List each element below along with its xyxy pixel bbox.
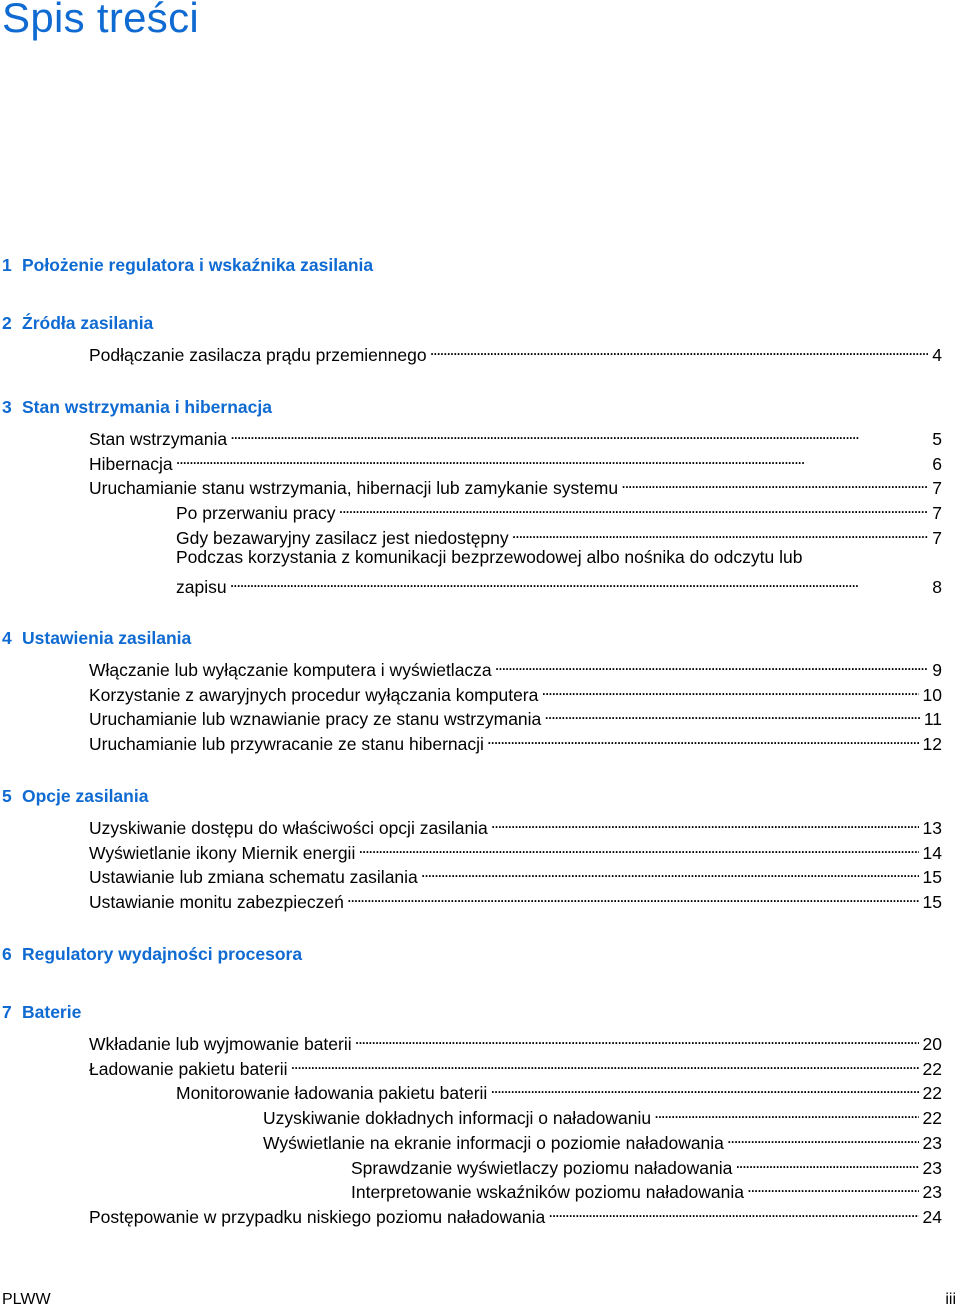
toc-entry[interactable] — [263, 1125, 942, 1153]
toc-entry[interactable] — [89, 446, 942, 474]
toc-page-number: 9 — [932, 660, 942, 680]
leader-dots — [487, 726, 919, 750]
toc-entry[interactable] — [89, 884, 942, 913]
toc-entry-title: Włączanie lub wyłączanie komputera i wyświetlacza — [89, 660, 492, 680]
toc-page-number: 13 — [922, 818, 942, 838]
toc-entry[interactable] — [89, 810, 942, 838]
toc-entry-title: Postępowanie w przypadku niskiego poziomu naładowania — [89, 1206, 546, 1227]
toc-page-number: 4 — [932, 345, 942, 365]
chapter-heading[interactable] — [2, 396, 272, 418]
toc-entry[interactable] — [89, 859, 942, 888]
toc-entry-title: Wyświetlanie na ekranie informacji o poziomie naładowania — [263, 1132, 724, 1153]
chapter-number: 7 — [2, 1002, 12, 1022]
toc-page-number: 5 — [932, 429, 942, 449]
toc-entry-title: Uzyskiwanie dokładnych informacji o naładowaniu — [263, 1108, 652, 1129]
toc-entry[interactable] — [351, 1174, 942, 1203]
toc-entry[interactable] — [89, 701, 942, 730]
toc-page-number: 10 — [922, 684, 942, 705]
toc-page-number: 20 — [922, 1034, 942, 1054]
toc-page-number: 8 — [932, 577, 942, 598]
chapter-title: Położenie regulatora i wskaźnika zasilania — [22, 255, 374, 275]
toc-entry-title: Po przerwaniu pracy — [176, 503, 336, 524]
leader-dots — [490, 1075, 918, 1099]
chapter-number: 4 — [2, 628, 12, 648]
chapter-number: 3 — [2, 397, 12, 417]
toc-page-number: 22 — [922, 1083, 942, 1104]
footer-page-number: iii — [945, 1291, 956, 1308]
leader-dots — [541, 677, 918, 701]
toc-entry[interactable] — [89, 1199, 942, 1227]
toc-entry[interactable] — [89, 421, 942, 449]
leader-dots — [654, 1100, 918, 1124]
toc-entry[interactable] — [89, 1051, 942, 1079]
leader-dots — [548, 1199, 918, 1223]
leader-dots — [735, 1150, 918, 1174]
toc-page-number: 7 — [932, 478, 942, 499]
chapter-heading[interactable] — [2, 785, 148, 807]
toc-page-number: 23 — [922, 1157, 942, 1178]
leader-dots — [347, 884, 919, 908]
leader-dots — [421, 859, 919, 883]
leader-dots — [430, 337, 929, 361]
chapter-heading[interactable] — [2, 1001, 81, 1023]
toc-entry[interactable] — [89, 652, 942, 680]
leader-dots — [512, 520, 929, 544]
toc-entry[interactable] — [89, 337, 942, 365]
toc-entry[interactable] — [89, 726, 942, 755]
leader-dots — [621, 470, 928, 494]
leader-dots — [339, 495, 929, 519]
toc-entry-title: Korzystanie z awaryjnych procedur wyłączania komputera — [89, 684, 539, 705]
toc-entry-title: Ustawianie monitu zabezpieczeń — [89, 892, 344, 913]
chapter-number: 5 — [2, 786, 12, 806]
toc-entry[interactable] — [89, 677, 942, 705]
toc-page-number: 12 — [922, 734, 942, 755]
footer-document-code: PLWW — [2, 1291, 51, 1308]
chapter-heading[interactable] — [2, 312, 153, 334]
toc-entry-title: Uruchamianie lub przywracanie ze stanu hibernacji — [89, 734, 484, 755]
toc-entry-line[interactable]: Podczas korzystania z komunikacji bezprzewodowej albo nośnika do odczytu lub — [176, 546, 803, 567]
toc-page-number: 14 — [922, 842, 942, 863]
toc-page-number: 7 — [932, 503, 942, 524]
toc-entry-title: Ustawianie lub zmiana schematu zasilania — [89, 867, 418, 888]
chapter-heading[interactable] — [2, 627, 191, 649]
toc-page-number: 23 — [922, 1132, 942, 1153]
chapter-number: 1 — [2, 255, 12, 275]
chapter-number: 2 — [2, 313, 12, 333]
toc-entry-title: Podłączanie zasilacza prądu przemiennego — [89, 345, 427, 365]
toc-entry-title: Ładowanie pakietu baterii — [89, 1058, 288, 1079]
chapter-title: Regulatory wydajności procesora — [22, 944, 303, 964]
toc-entry[interactable] — [89, 835, 942, 863]
leader-dots — [747, 1174, 919, 1198]
toc-page-number: 7 — [932, 527, 942, 548]
toc-page-number: 15 — [922, 867, 942, 888]
toc-entry[interactable] — [176, 495, 942, 524]
leader-dots — [491, 810, 919, 834]
toc-entry-title: Gdy bezawaryjny zasilacz jest niedostępny — [176, 527, 509, 548]
toc-entry-title: Sprawdzanie wyświetlaczy poziomu naładowania — [351, 1157, 733, 1178]
chapter-title: Opcje zasilania — [22, 786, 149, 806]
toc-entry[interactable] — [176, 569, 942, 598]
leader-dots — [290, 1051, 918, 1075]
toc-page-number: 22 — [922, 1108, 942, 1129]
toc-entry[interactable] — [89, 470, 942, 499]
leader-dots — [176, 446, 929, 470]
toc-entry-title: Uruchamianie stanu wstrzymania, hibernacji lub zamykanie systemu — [89, 478, 619, 499]
toc-entry-title: Hibernacja — [89, 453, 173, 474]
toc-entry-title: Interpretowanie wskaźników poziomu naładowania — [351, 1182, 744, 1203]
leader-dots — [230, 569, 929, 593]
toc-entry[interactable] — [176, 1075, 942, 1104]
toc-page-number: 6 — [932, 453, 942, 474]
toc-entry[interactable] — [89, 1026, 942, 1054]
toc-page-number: 24 — [922, 1206, 942, 1227]
toc-entry-title: Wyświetlanie ikony Miernik energii — [89, 842, 356, 863]
chapter-number: 6 — [2, 944, 12, 964]
page-title: Spis treści — [2, 0, 200, 41]
toc-entry-title: Monitorowanie ładowania pakietu baterii — [176, 1083, 488, 1104]
toc-entry-title: Uruchamianie lub wznawianie pracy ze stanu wstrzymania — [89, 709, 542, 730]
toc-page-number: 11 — [923, 709, 942, 730]
toc-page-number: 15 — [922, 892, 942, 913]
toc-entry-title: Uzyskiwanie dostępu do właściwości opcji zasilania — [89, 818, 488, 838]
chapter-title: Źródła zasilania — [22, 313, 154, 333]
chapter-heading[interactable] — [2, 943, 302, 965]
chapter-heading[interactable] — [2, 254, 373, 276]
toc-entry[interactable] — [351, 1150, 942, 1178]
leader-dots — [495, 652, 929, 676]
toc-entry-title: Stan wstrzymania — [89, 429, 228, 449]
leader-dots — [727, 1125, 919, 1149]
toc-entry-title: Wkładanie lub wyjmowanie baterii — [89, 1034, 352, 1054]
toc-entry-title: zapisu — [176, 577, 227, 598]
chapter-title: Ustawienia zasilania — [22, 628, 192, 648]
leader-dots — [544, 701, 920, 725]
toc-page-number: 23 — [922, 1182, 942, 1203]
chapter-title: Stan wstrzymania i hibernacja — [22, 397, 272, 417]
toc-page-number: 22 — [922, 1058, 942, 1079]
chapter-title: Baterie — [22, 1002, 82, 1022]
leader-dots — [355, 1026, 919, 1050]
toc-entry[interactable] — [263, 1100, 942, 1129]
toc-entry[interactable] — [176, 520, 942, 548]
leader-dots — [358, 835, 918, 859]
leader-dots — [230, 421, 928, 445]
